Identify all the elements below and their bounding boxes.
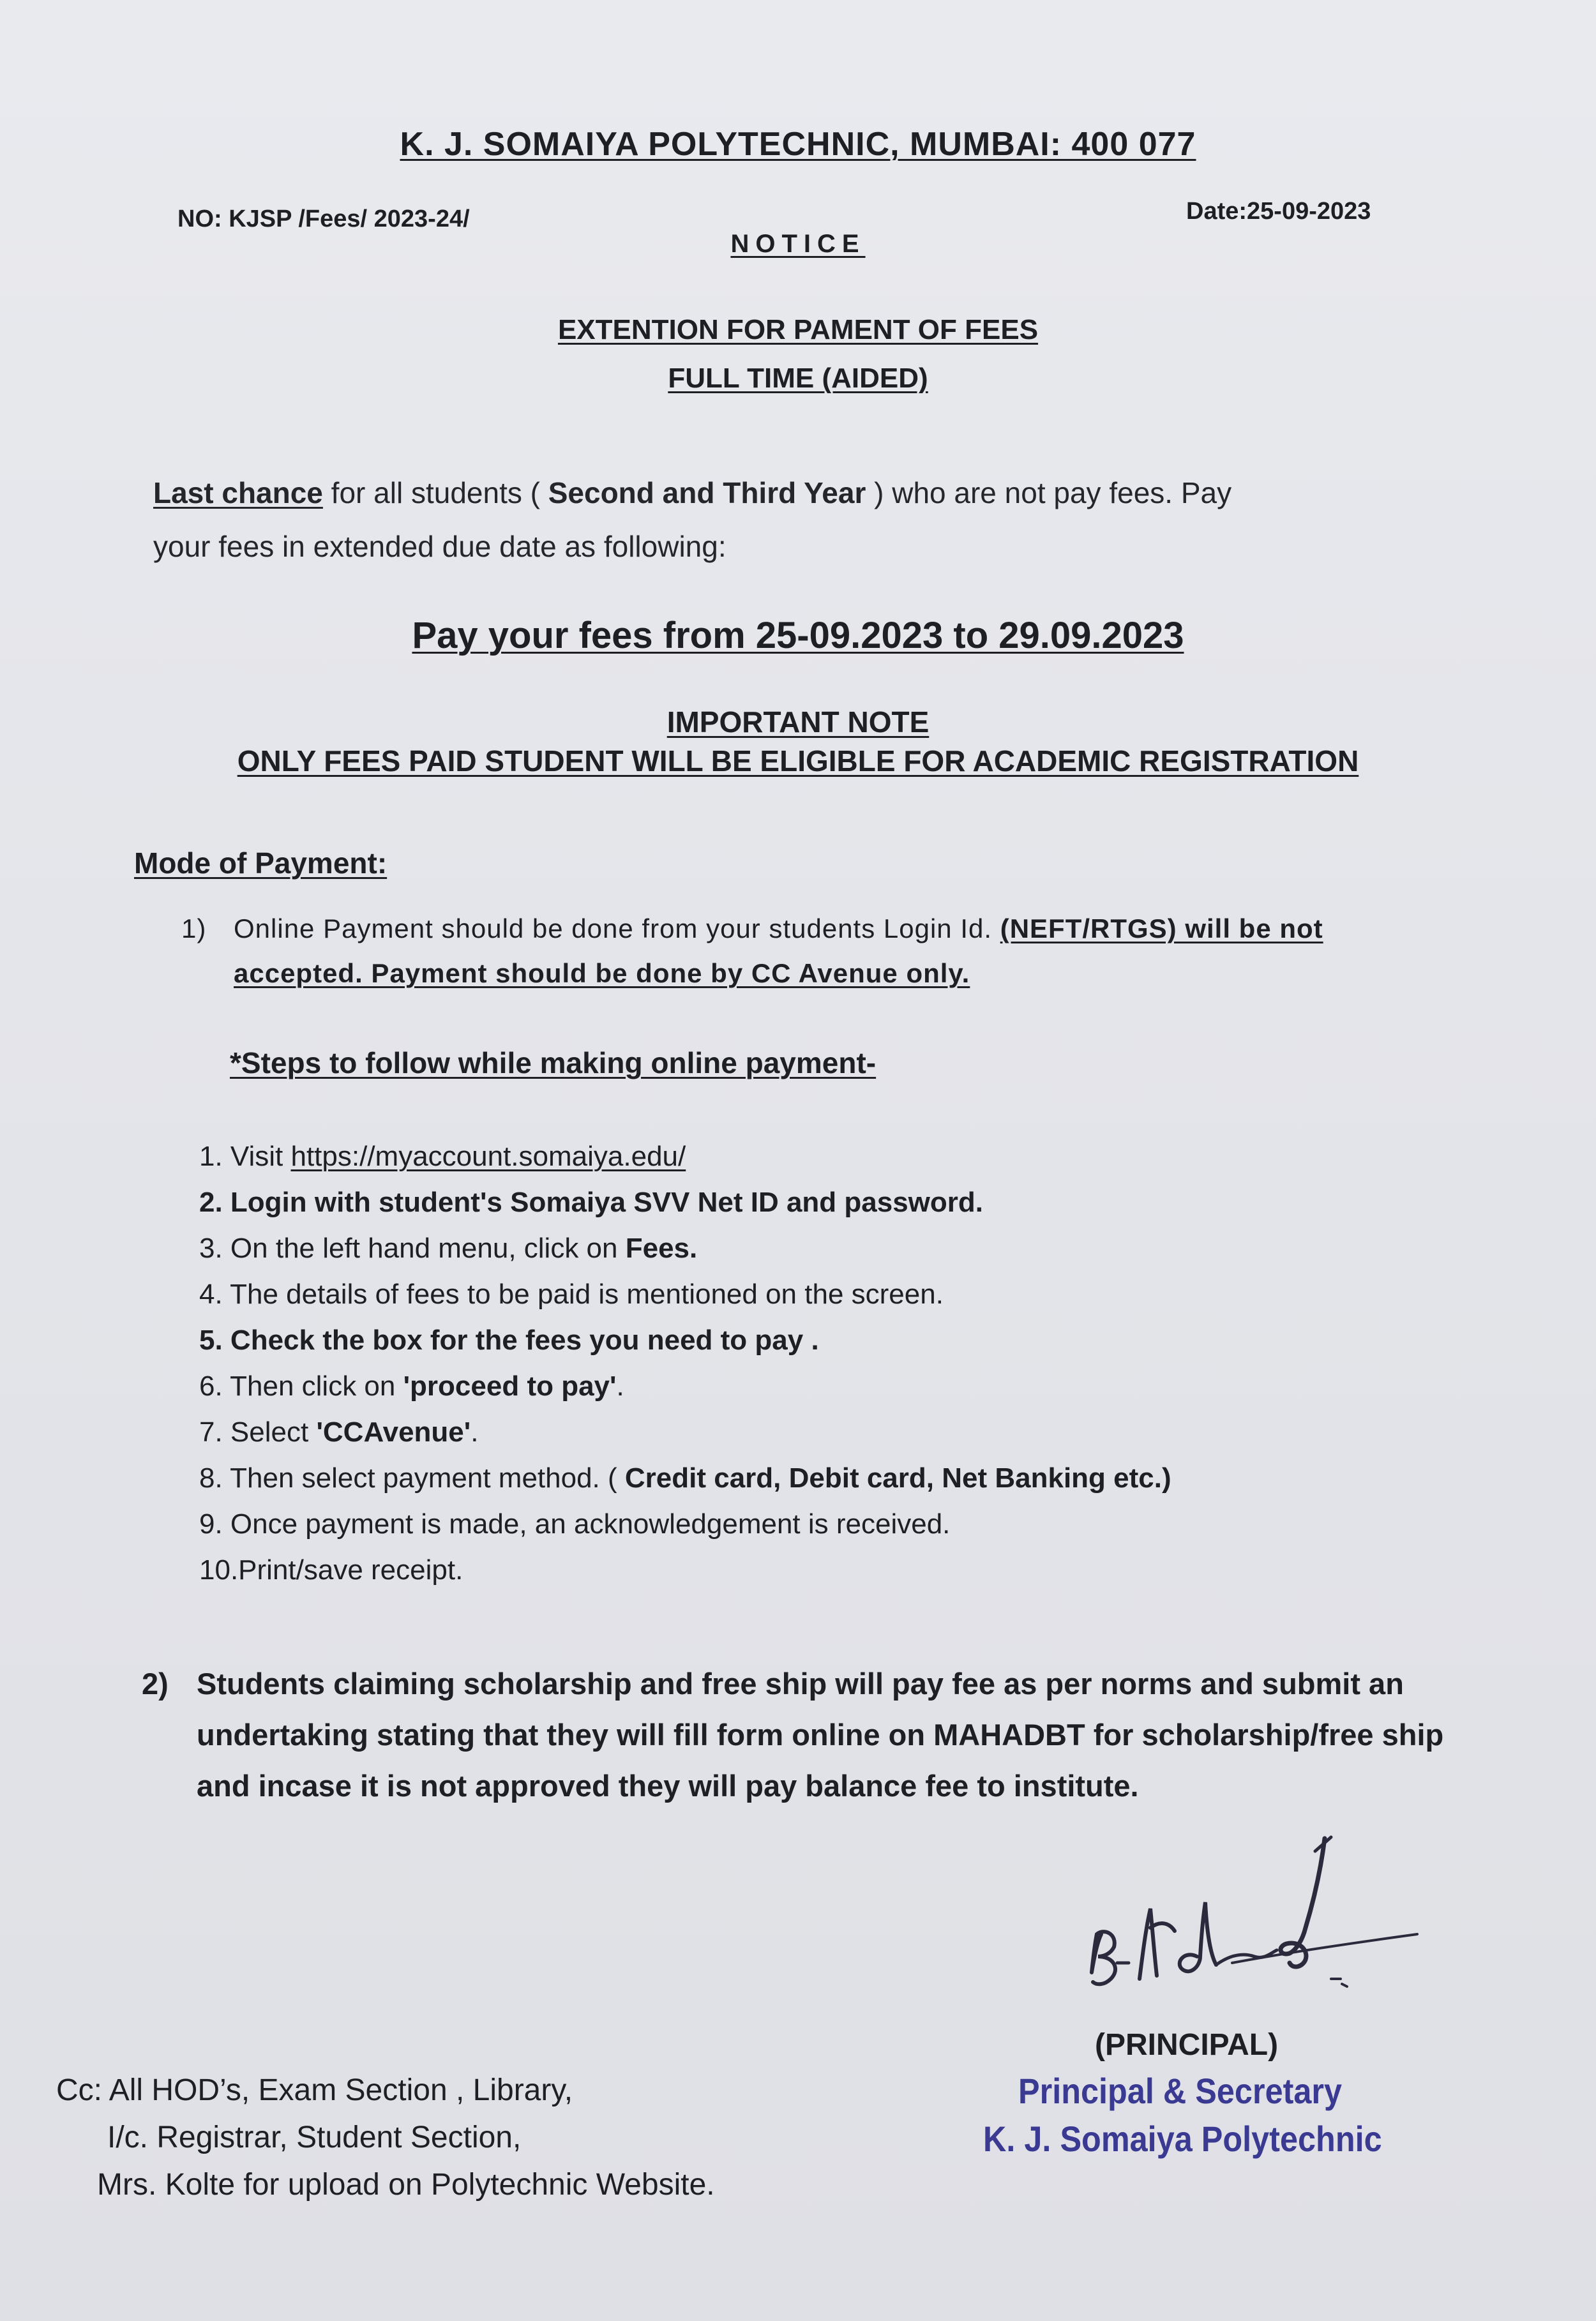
payment-item-1-number: 1) (181, 913, 207, 943)
step-8-bold: Credit card, Debit card, Net Banking etc.) (624, 1462, 1171, 1494)
important-note-title-text: IMPORTANT NOTE (666, 705, 930, 739)
steps-list (199, 1134, 1171, 1593)
payment-dates-text: Pay your fees from 25-09.2023 to 29.09.2023 (412, 615, 1184, 656)
notice-heading-text: NOTICE (730, 230, 866, 258)
last-chance-text: Last chance (153, 476, 323, 509)
step-7-bold: 'CCAvenue' (316, 1416, 471, 1448)
subject-line-1-text: EXTENTION FOR PAMENT OF FEES (557, 314, 1039, 345)
step-3 (199, 1226, 1171, 1272)
payment-dates (0, 614, 1596, 657)
step-3-prefix: 3. On the left hand menu, click on (199, 1233, 626, 1264)
cc-line-3: Mrs. Kolte for upload on Polytechnic Website. (97, 2168, 715, 2202)
myaccount-link[interactable]: https://myaccount.somaiya.edu/ (290, 1141, 686, 1172)
step-7 (199, 1409, 1171, 1455)
step-3-bold: Fees. (625, 1233, 698, 1264)
payment-item-2 (142, 1658, 1443, 1812)
notice-date: Date:25-09-2023 (1186, 198, 1371, 225)
important-note-title (0, 705, 1596, 739)
payment-item-2-line-2: undertaking stating that they will fill form online on MAHADBT for scholarship/free ship (197, 1718, 1444, 1752)
step-6 (199, 1363, 1171, 1409)
step-8 (199, 1455, 1171, 1501)
step-7-suffix: . (471, 1416, 479, 1448)
step-9: 9. Once payment is made, an acknowledgement is received. (199, 1508, 951, 1540)
step-1 (199, 1134, 1171, 1180)
reference-number: NO: KJSP /Fees/ 2023-24/ (177, 206, 470, 232)
subject-line-2-text: FULL TIME (AIDED) (668, 363, 928, 394)
mode-of-payment-title-text: Mode of Payment: (134, 846, 388, 880)
payment-item-2-number: 2) (142, 1667, 169, 1701)
step-8-prefix: 8. Then select payment method. ( (199, 1462, 625, 1494)
payment-item-1-line-1 (181, 906, 1323, 951)
notice-heading (0, 230, 1596, 259)
payment-item-1-text-b: (NEFT/RTGS) will be not (1000, 913, 1323, 943)
institution-title (0, 125, 1596, 163)
steps-title-text: *Steps to follow while making online payment- (230, 1046, 877, 1079)
payment-item-1-text-c: accepted. Payment should be done by CC Avenue only. (234, 958, 970, 988)
payment-item-2-line-1 (142, 1658, 1443, 1709)
intro-line-2: your fees in extended due date as following: (153, 530, 726, 563)
institution-title-text: K. J. SOMAIYA POLYTECHNIC, MUMBAI: 400 077 (400, 126, 1196, 163)
mode-of-payment-title (134, 846, 387, 880)
cc-block (56, 2067, 715, 2209)
intro-part-2: ) who are not pay fees. Pay (866, 476, 1232, 509)
step-5: 5. Check the box for the fees you need to pay . (199, 1325, 819, 1356)
step-4: 4. The details of fees to be paid is mentioned on the screen. (199, 1279, 944, 1310)
intro-paragraph (153, 466, 1231, 573)
step-1-prefix: 1. Visit (199, 1141, 291, 1172)
principal-label: (PRINCIPAL) (1095, 2028, 1279, 2062)
step-2: 2. Login with student's Somaiya SVV Net ID and password. (199, 1187, 984, 1218)
cc-line-1: Cc: All HOD’s, Exam Section , Library, (56, 2073, 573, 2107)
intro-part-1: for all students ( (322, 476, 548, 509)
intro-line-1 (153, 466, 1231, 520)
step-10: 10.Print/save receipt. (199, 1554, 463, 1586)
cc-line-2: I/c. Registrar, Student Section, (107, 2121, 522, 2154)
steps-title (230, 1046, 876, 1080)
payment-item-1 (181, 906, 1323, 996)
subject-line-1 (0, 314, 1596, 346)
principal-signature (1079, 1826, 1424, 2036)
stamp-line-2: K. J. Somaiya Polytechnic (983, 2119, 1382, 2159)
step-6-bold: 'proceed to pay' (403, 1371, 617, 1402)
payment-item-1-line-2 (181, 951, 1323, 996)
stamp-line-1: Principal & Secretary (1018, 2071, 1343, 2111)
step-7-prefix: 7. Select (199, 1416, 317, 1448)
step-6-suffix: . (616, 1371, 624, 1402)
important-note-text (0, 744, 1596, 778)
intro-years: Second and Third Year (548, 476, 866, 509)
step-6-prefix: 6. Then click on (199, 1371, 403, 1402)
payment-item-2-text-1: Students claiming scholarship and free ship will pay fee as per norms and submit an (197, 1667, 1404, 1701)
subject-line-2 (0, 363, 1596, 394)
payment-item-1-text-a: Online Payment should be done from your students Login Id. (234, 913, 1000, 943)
payment-item-2-line-3: and incase it is not approved they will pay balance fee to institute. (197, 1769, 1139, 1803)
important-note-body: ONLY FEES PAID STUDENT WILL BE ELIGIBLE FOR ACADEMIC REGISTRATION (237, 744, 1359, 777)
